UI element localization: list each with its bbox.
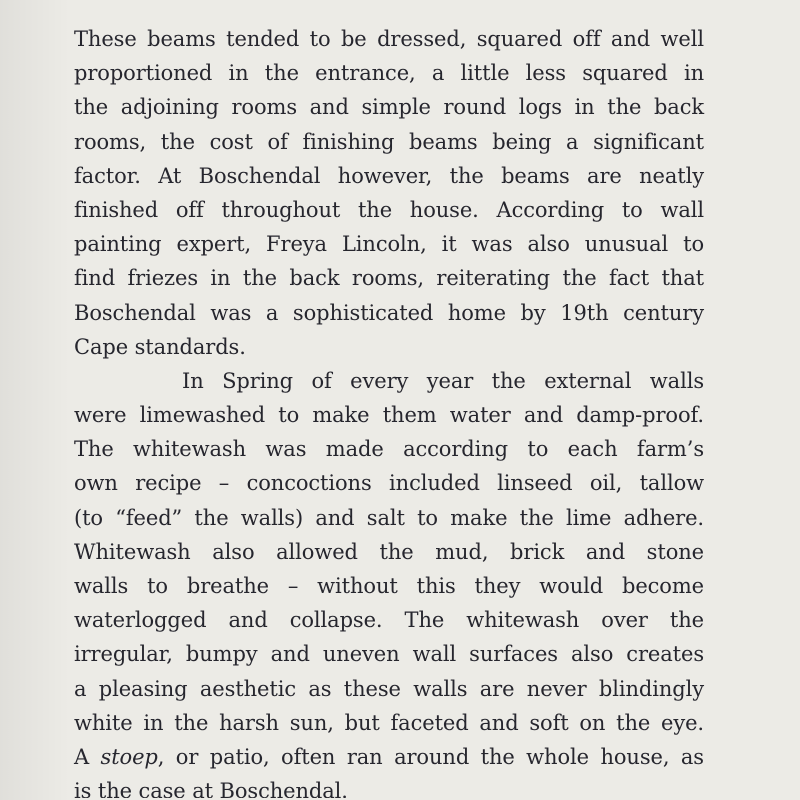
text-line: find friezes in the back rooms, reiterating the fact that	[74, 266, 704, 291]
text-line: walls to breathe – without this they would become	[74, 574, 704, 598]
body-text	[74, 22, 704, 798]
paragraph-first-line	[74, 364, 704, 398]
stoep-suffix: , or patio, often ran around the whole house, as	[157, 744, 704, 769]
text-line: These beams tended to be dressed, squared off and well	[74, 27, 704, 51]
text-line: Cape standards.	[74, 334, 246, 359]
text-line: rooms, the cost of finishing beams being a significant	[74, 129, 704, 154]
text-line: factor. At Boschendal however, the beams are neatly	[74, 163, 704, 188]
stoep-prefix: A	[74, 744, 101, 769]
text-line: painting expert, Freya Lincoln, it was also unusual to	[74, 232, 704, 257]
text-line: waterlogged and collapse. The whitewash over the	[74, 608, 704, 633]
text-line: a pleasing aesthetic as these walls are never blindingly	[74, 676, 704, 701]
text-line: white in the harsh sun, but faceted and soft on the eye.	[74, 710, 704, 735]
text-line: the adjoining rooms and simple round logs in the back	[74, 95, 704, 120]
text-line: own recipe – concoctions included linseed oil, tallow	[74, 471, 704, 496]
text-line: The whitewash was made according to each farm’s	[74, 437, 704, 462]
text-line: were limewashed to make them water and damp-proof.	[74, 403, 704, 428]
text-line: (to “feed” the walls) and salt to make the lime adhere.	[74, 505, 704, 530]
paragraph-first-line-text: In Spring of every year the external walls	[182, 368, 704, 393]
text-line: proportioned in the entrance, a little less squared in	[74, 61, 704, 86]
stoep-line	[74, 740, 704, 774]
text-line: Boschendal was a sophisticated home by 19th century	[74, 300, 704, 325]
page-edge-shadow	[0, 0, 70, 800]
text-line: irregular, bumpy and uneven wall surfaces also creates	[74, 642, 704, 667]
text-line: finished off throughout the house. According to wall	[74, 197, 704, 222]
text-line: Whitewash also allowed the mud, brick and stone	[74, 539, 704, 564]
stoep-italic-word: stoep	[100, 744, 158, 769]
text-line-cut-off: is the case at Boschendal.	[74, 779, 348, 799]
